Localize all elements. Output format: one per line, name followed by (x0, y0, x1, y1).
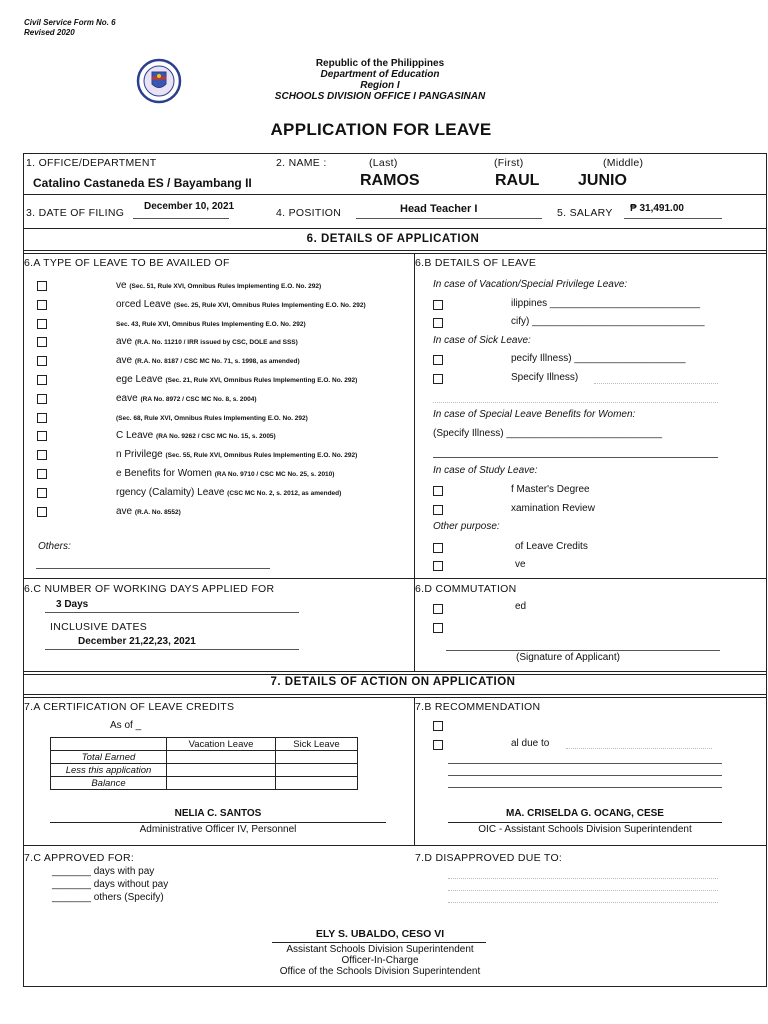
leave-credits-table (50, 737, 358, 790)
header-division: SCHOOLS DIVISION OFFICE I PANGASINAN (274, 91, 486, 102)
leave-type-reference: (Sec. 21, Rule XVI, Omnibus Rules Implementing E.O. No. 292) (165, 377, 358, 384)
table-cell[interactable] (167, 751, 276, 764)
leave-type-text: ave (116, 336, 133, 347)
leave-type-checkbox[interactable] (37, 488, 47, 498)
middle-name-value: JUNIO (578, 172, 627, 189)
other-option-2: ve (515, 559, 526, 570)
commutation-option-1-checkbox[interactable] (433, 604, 443, 614)
leave-type-checkbox[interactable] (37, 507, 47, 517)
other-option-1-checkbox[interactable] (433, 543, 443, 553)
office-value: Catalino Castaneda ES / Bayambang II (33, 176, 252, 190)
leave-type-text: e Benefits for Women (116, 468, 212, 479)
header-region: Region I (360, 80, 400, 91)
approver-name: ELY S. UBALDO, CESO VI (315, 928, 445, 940)
leave-type-reference: (R.A. No. 8187 / CSC MC No. 71, s. 1998, as amended) (134, 358, 300, 365)
study-option-2-checkbox[interactable] (433, 505, 443, 515)
inclusive-dates-value: December 21,22,23, 2021 (78, 636, 196, 647)
name-label: 2. NAME : (276, 157, 327, 169)
leave-type-item (116, 336, 298, 347)
leave-type-item (116, 449, 357, 460)
date-filing-value: December 10, 2021 (144, 201, 235, 212)
leave-type-checkbox[interactable] (37, 431, 47, 441)
certification-label: 7.A CERTIFICATION OF LEAVE CREDITS (24, 701, 235, 713)
inclusive-dates-label: INCLUSIVE DATES (50, 621, 148, 633)
other-option-1: of Leave Credits (515, 541, 588, 552)
recommender-name: MA. CRISELDA G. OCANG, CESE (506, 808, 664, 819)
sick-option-1-checkbox[interactable] (433, 355, 443, 365)
header-republic: Republic of the Philippines (315, 58, 445, 69)
position-value: Head Teacher I (400, 203, 478, 215)
commutation-option-1: ed (515, 601, 527, 612)
form-frame (23, 153, 767, 987)
salary-value: ₱ 31,491.00 (630, 203, 684, 214)
table-row-total-earned: Total Earned (51, 751, 167, 764)
table-cell[interactable] (276, 751, 358, 764)
vacation-option-1-checkbox[interactable] (433, 300, 443, 310)
leave-type-checkbox[interactable] (37, 300, 47, 310)
study-heading: In case of Study Leave: (433, 465, 538, 476)
leave-details-label: 6.B DETAILS OF LEAVE (415, 257, 537, 269)
date-filing-label: 3. DATE OF FILING (26, 207, 125, 219)
working-days-value: 3 Days (56, 599, 89, 610)
certifier-name: NELIA C. SANTOS (174, 808, 262, 819)
leave-type-reference: (CSC MC No. 2, s. 2012, as amended) (227, 490, 342, 497)
leave-type-checkbox[interactable] (37, 281, 47, 291)
vacation-option-2-checkbox[interactable] (433, 318, 443, 328)
leave-type-reference: (R.A. No. 8552) (134, 509, 181, 516)
table-row-balance: Balance (51, 777, 167, 790)
approver-title-1: Assistant Schools Division Superintendent (286, 944, 474, 955)
leave-type-text: ve (116, 280, 127, 291)
leave-type-item (116, 430, 276, 441)
recommender-title: OIC - Assistant Schools Division Superintendent (478, 824, 692, 835)
office-label: 1. OFFICE/DEPARTMENT (26, 157, 157, 169)
recommendation-label: 7.B RECOMMENDATION (415, 701, 541, 713)
last-name-value: RAMOS (360, 172, 420, 189)
commutation-option-2-checkbox[interactable] (433, 623, 443, 633)
leave-type-item (116, 468, 334, 479)
leave-type-item (116, 374, 357, 385)
study-option-1: f Master's Degree (511, 484, 590, 495)
position-label: 4. POSITION (276, 207, 342, 219)
other-option-2-checkbox[interactable] (433, 561, 443, 571)
applicant-signature-label: (Signature of Applicant) (516, 652, 620, 663)
vacation-option-2: cify) _______________________________ (511, 316, 705, 327)
section7-title: 7. DETAILS OF ACTION ON APPLICATION (270, 676, 516, 688)
leave-type-checkbox[interactable] (37, 356, 47, 366)
table-header-sick: Sick Leave (276, 738, 358, 751)
leave-type-reference: (Sec. 51, Rule XVI, Omnibus Rules Implementing E.O. No. 292) (129, 283, 322, 290)
days-without-pay: _______ days without pay (52, 879, 169, 890)
leave-type-text: orced Leave (116, 299, 172, 310)
leave-type-checkbox[interactable] (37, 375, 47, 385)
leave-type-item (116, 393, 257, 404)
leave-type-reference: (RA No. 9262 / CSC MC No. 15, s. 2005) (156, 433, 276, 440)
leave-type-text: rgency (Calamity) Leave (116, 487, 225, 498)
days-with-pay: _______ days with pay (52, 866, 155, 877)
leave-type-label: 6.A TYPE OF LEAVE TO BE AVAILED OF (24, 257, 230, 269)
salary-label: 5. SALARY (557, 207, 613, 219)
leave-type-text: ave (116, 355, 133, 366)
table-header-blank (51, 738, 167, 751)
deped-seal-icon (128, 58, 190, 104)
recommend-disapproval-checkbox[interactable] (433, 740, 443, 750)
leave-type-text: ave (116, 506, 133, 517)
leave-type-checkbox[interactable] (37, 413, 47, 423)
women-illness-line: (Specify Illness) ____________________________ (433, 428, 663, 439)
leave-type-reference: Sec. 43, Rule XVI, Omnibus Rules Implementing E.O. No. 292) (116, 321, 306, 328)
form-title: APPLICATION FOR LEAVE (270, 120, 492, 139)
others-specify: _______ others (Specify) (52, 892, 164, 903)
section6-title: 6. DETAILS OF APPLICATION (306, 233, 480, 245)
leave-type-checkbox[interactable] (37, 394, 47, 404)
vacation-heading: In case of Vacation/Special Privilege Leave: (433, 279, 628, 290)
leave-type-item (116, 412, 308, 423)
table-row-less-application: Less this application (51, 764, 167, 777)
sick-heading: In case of Sick Leave: (433, 335, 531, 346)
working-days-label: 6.C NUMBER OF WORKING DAYS APPLIED FOR (24, 583, 275, 595)
as-of-label: As of _ (110, 720, 142, 731)
middle-name-label: (Middle) (603, 157, 644, 169)
disapproved-label: 7.D DISAPPROVED DUE TO: (415, 852, 563, 864)
approver-title-3: Office of the Schools Division Superintendent (279, 966, 481, 977)
sick-option-2-checkbox[interactable] (433, 374, 443, 384)
leave-type-reference: (Sec. 55, Rule XVI, Omnibus Rules Implementing E.O. No. 292) (165, 452, 358, 459)
sick-option-1: pecify Illness) ____________________ (511, 353, 686, 364)
leave-type-reference: (R.A. No. 11210 / IRR issued by CSC, DOLE and SSS) (134, 339, 298, 346)
leave-type-reference: (Sec. 25, Rule XVI, Omnibus Rules Implementing E.O. No. 292) (173, 302, 366, 309)
last-name-label: (Last) (369, 157, 398, 169)
leave-type-item (116, 355, 300, 366)
table-cell[interactable] (276, 777, 358, 790)
certifier-title: Administrative Officer IV, Personnel (139, 824, 297, 835)
approver-title-2: Officer-In-Charge (341, 955, 419, 966)
others-label: Others: (38, 541, 71, 552)
leave-type-item (116, 299, 366, 310)
table-cell[interactable] (276, 764, 358, 777)
leave-type-text: n Privilege (116, 449, 163, 460)
leave-type-item (116, 318, 306, 329)
vacation-option-1: ilippines ___________________________ (511, 298, 701, 309)
header-department: Department of Education (320, 69, 440, 80)
leave-type-checkbox[interactable] (37, 319, 47, 329)
leave-type-reference: (RA No. 8972 / CSC MC No. 8, s. 2004) (140, 396, 257, 403)
first-name-value: RAUL (495, 172, 540, 189)
commutation-label: 6.D COMMUTATION (415, 583, 517, 595)
study-option-1-checkbox[interactable] (433, 486, 443, 496)
leave-type-item (116, 506, 181, 517)
leave-type-reference: (Sec. 68, Rule XVI, Omnibus Rules Implementing E.O. No. 292) (116, 415, 308, 422)
table-cell[interactable] (167, 777, 276, 790)
approved-for-label: 7.C APPROVED FOR: (24, 852, 135, 864)
recommend-disapproval-label: al due to (511, 738, 550, 749)
form-number: Civil Service Form No. 6 Revised 2020 (24, 18, 116, 37)
leave-type-text: C Leave (116, 430, 154, 441)
leave-type-reference: (RA No. 9710 / CSC MC No. 25, s. 2010) (214, 471, 335, 478)
women-heading: In case of Special Leave Benefits for Women: (433, 409, 636, 420)
first-name-label: (First) (494, 157, 524, 169)
other-purpose-heading: Other purpose: (433, 521, 500, 532)
leave-type-text: ege Leave (116, 374, 163, 385)
sick-option-2: Specify Illness) (511, 372, 579, 383)
leave-type-checkbox[interactable] (37, 469, 47, 479)
leave-type-item (116, 487, 341, 498)
leave-type-text: eave (116, 393, 138, 404)
table-header-vacation: Vacation Leave (167, 738, 276, 751)
leave-type-checkbox[interactable] (37, 450, 47, 460)
recommend-approval-checkbox[interactable] (433, 721, 443, 731)
table-cell[interactable] (167, 764, 276, 777)
leave-type-checkbox[interactable] (37, 337, 47, 347)
leave-type-item (116, 280, 321, 291)
study-option-2: xamination Review (511, 503, 595, 514)
